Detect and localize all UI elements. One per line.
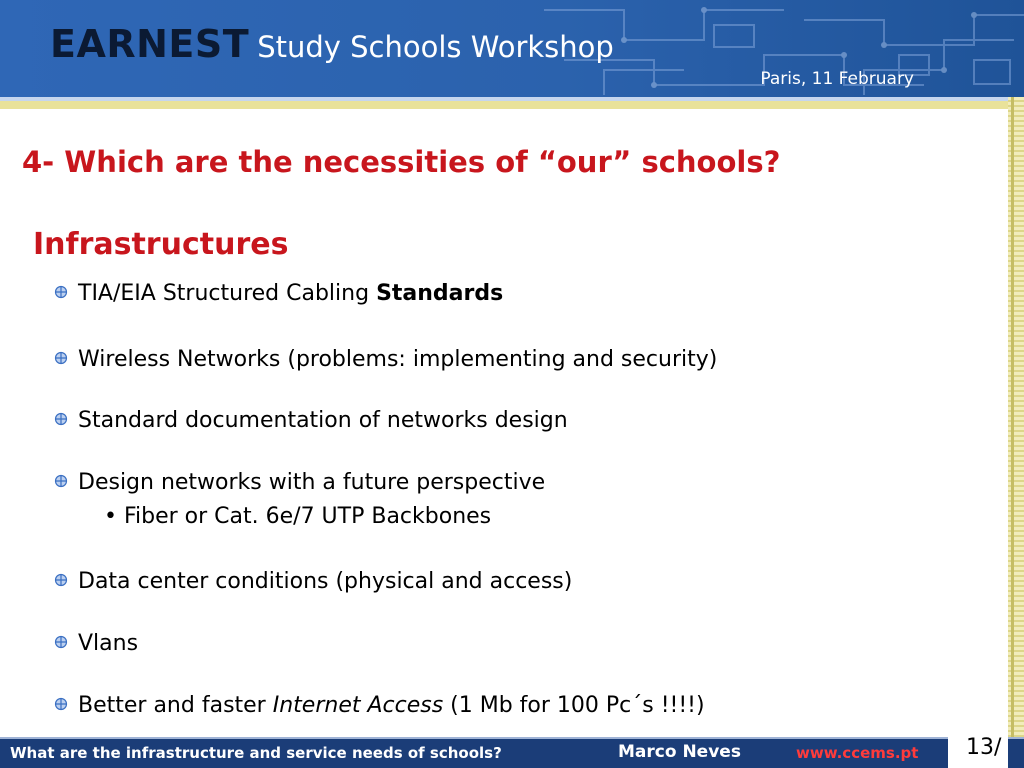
header-rule-yellow (0, 101, 1024, 109)
footer-author: Marco Neves (618, 742, 741, 762)
crosshair-circle-icon (54, 285, 68, 299)
bullet-text: Standard documentation of networks design (78, 408, 568, 433)
slide-title: 4- Which are the necessities of “our” schools? (22, 145, 781, 179)
bullet-text-post: (1 Mb for 100 Pc´s !!!!) (443, 693, 705, 718)
bullet-item (54, 569, 572, 594)
crosshair-circle-icon (54, 351, 68, 365)
section-heading: Infrastructures (33, 227, 289, 262)
footer-website: www.ccems.pt (796, 744, 919, 762)
bullet-text: Wireless Networks (problems: implementing and security) (78, 347, 718, 372)
footer-question: What are the infrastructure and service needs of schools? (10, 744, 502, 762)
crosshair-circle-icon (54, 412, 68, 426)
bullet-text-bold: Standards (376, 281, 504, 306)
right-edge-stripe (1008, 97, 1024, 737)
bullet-item (54, 631, 138, 656)
crosshair-circle-icon (54, 635, 68, 649)
header-banner (0, 0, 1024, 97)
crosshair-circle-icon (54, 697, 68, 711)
bullet-text: Design networks with a future perspective (78, 470, 546, 495)
crosshair-circle-icon (54, 474, 68, 488)
bullet-text: Data center conditions (physical and access) (78, 569, 573, 594)
footer-bar (0, 737, 1024, 768)
event-name: Study Schools Workshop (257, 30, 614, 64)
bullet-item (54, 693, 705, 718)
bullet-item (54, 408, 568, 433)
page-number-box (948, 732, 1008, 768)
place-date: Paris, 11 February (760, 69, 914, 89)
brand-name: EARNEST (50, 22, 250, 66)
bullet-text: Vlans (78, 631, 139, 656)
bullet-text: TIA/EIA Structured Cabling (78, 281, 377, 306)
bullet-text: Better and faster (78, 693, 273, 718)
bullet-text-italic: Internet Access (272, 693, 444, 718)
header-title (50, 22, 614, 66)
sub-bullet-item: • Fiber or Cat. 6e/7 UTP Backbones (104, 504, 492, 529)
page-number: 13/ (966, 735, 1002, 760)
bullet-item (54, 281, 503, 306)
crosshair-circle-icon (54, 573, 68, 587)
bullet-item (54, 347, 717, 372)
bullet-item (54, 470, 545, 495)
